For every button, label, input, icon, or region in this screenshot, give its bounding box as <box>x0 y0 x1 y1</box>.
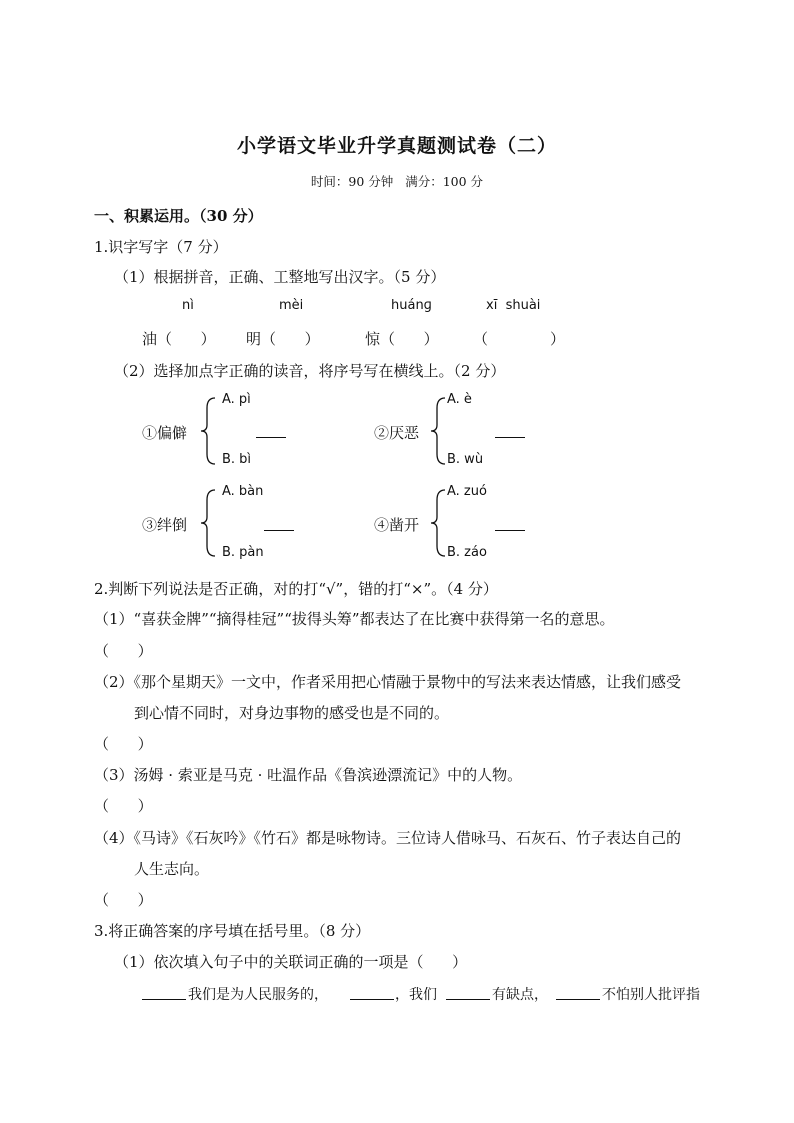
pinyin-3: huánɡ <box>391 298 432 313</box>
statement-4-cont: 人生志向。 <box>134 860 210 878</box>
brace-icon <box>198 488 218 558</box>
option-a: A. bàn <box>222 484 264 499</box>
answer-blank[interactable] <box>495 530 525 531</box>
pinyin-4: xī shuài <box>486 298 541 313</box>
answer-blank[interactable] <box>264 530 294 531</box>
option-b: B. záo <box>447 545 487 560</box>
answer-blank[interactable] <box>256 437 286 438</box>
q1-part1-prompt: （1）根据拼音，正确、工整地写出汉字。（5 分） <box>114 268 446 286</box>
answer-paren-2[interactable]: （ ） <box>94 735 153 753</box>
pinyin-1: nì <box>182 298 194 313</box>
option-a: A. è <box>447 392 472 407</box>
sentence-seg-3: 有缺点， <box>492 987 548 1003</box>
answer-blank[interactable] <box>446 999 490 1000</box>
option-a: A. pì <box>222 392 251 407</box>
answer-field-4[interactable]: （ ） <box>473 330 565 348</box>
choice-word-3: ③绊倒 <box>142 516 188 534</box>
brace-icon <box>198 396 218 466</box>
answer-field-1[interactable]: 油（ ） <box>142 330 216 348</box>
choice-word-2: ②厌恶 <box>374 424 420 442</box>
brace-icon <box>428 396 448 466</box>
brace-icon <box>428 488 448 558</box>
answer-field-2[interactable]: 明（ ） <box>246 330 320 348</box>
option-b: B. wù <box>447 452 484 467</box>
page-title: 小学语文毕业升学真题测试卷（二） <box>236 135 557 157</box>
answer-field-3[interactable]: 惊（ ） <box>365 330 439 348</box>
statement-4: （4）《马诗》《石灰吟》《竹石》都是咏物诗。三位诗人借咏马、石灰石、竹子表达自己的 <box>94 829 682 847</box>
q1-part2-prompt: （2）选择加点字正确的读音，将序号写在横线上。（2 分） <box>114 362 506 380</box>
q3-heading: 3.将正确答案的序号填在括号里。（8 分） <box>94 922 371 940</box>
statement-3: （3）汤姆 · 索亚是马克 · 吐温作品《鲁滨逊漂流记》中的人物。 <box>94 766 523 784</box>
statement-2-cont: 到心情不同时，对身边事物的感受也是不同的。 <box>134 704 450 722</box>
section-heading: 一、积累运用。（30 分） <box>94 207 263 225</box>
answer-blank[interactable] <box>350 999 394 1000</box>
q1-heading: 1.识字写字（7 分） <box>94 238 228 256</box>
q3-part1-prompt: （1）依次填入句子中的关联词正确的一项是（ ） <box>114 953 468 971</box>
sentence-seg-4: 不怕别人批评指 <box>602 987 700 1003</box>
option-b: B. bì <box>222 452 252 467</box>
answer-blank[interactable] <box>142 999 186 1000</box>
answer-paren-4[interactable]: （ ） <box>94 891 153 909</box>
statement-2: （2）《那个星期天》一文中，作者采用把心情融于景物中的写法来表达情感，让我们感受 <box>94 673 682 691</box>
option-a: A. zuó <box>447 484 487 499</box>
answer-blank[interactable] <box>556 999 600 1000</box>
choice-word-1: ①偏僻 <box>142 424 188 442</box>
q2-heading: 2.判断下列说法是否正确，对的打“√”，错的打“×”。（4 分） <box>94 580 498 598</box>
choice-word-4: ④凿开 <box>374 516 420 534</box>
answer-blank[interactable] <box>495 437 525 438</box>
sentence-seg-1: 我们是为人民服务的， <box>188 987 328 1003</box>
answer-paren-3[interactable]: （ ） <box>94 797 153 815</box>
pinyin-2: mèi <box>279 298 304 313</box>
sentence-seg-2: ，我们 <box>395 987 437 1003</box>
exam-meta: 时间：90 分钟 满分：100 分 <box>310 174 484 189</box>
statement-1: （1）“喜获金牌”“摘得桂冠”“拔得头筹”都表达了在比赛中获得第一名的意思。 <box>94 610 615 628</box>
answer-paren-1[interactable]: （ ） <box>94 642 153 660</box>
option-b: B. pàn <box>222 545 264 560</box>
